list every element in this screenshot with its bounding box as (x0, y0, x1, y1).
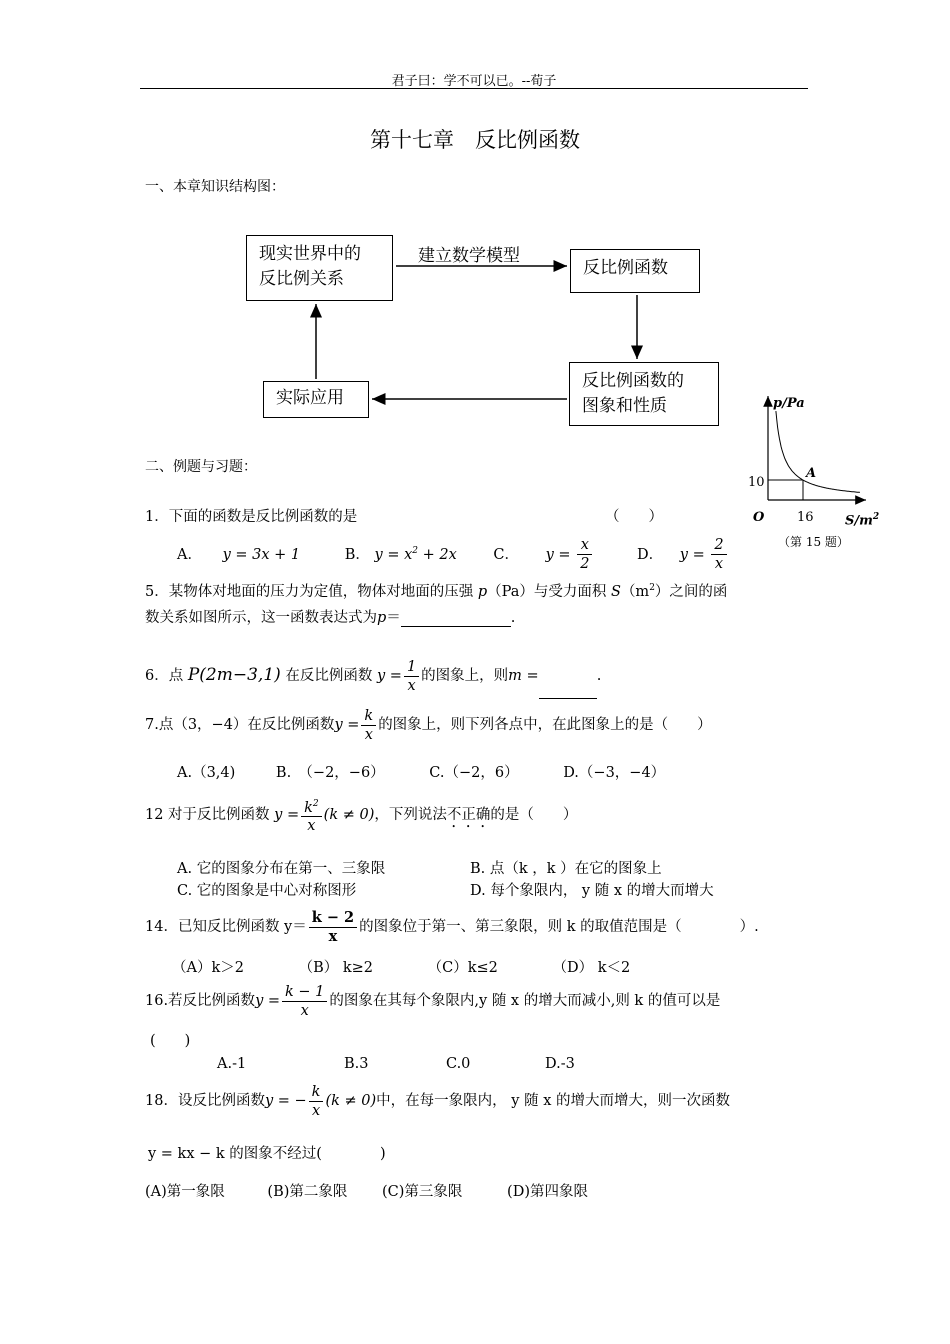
q12-optB: B. 点（k ，k ）在它的图象上 (470, 861, 662, 877)
q1-optC-lhs: y = (545, 546, 571, 563)
q18-line2: y = kx − k 的图象不经过( ) (148, 1146, 386, 1162)
arrow-label-model: 建立数学模型 (418, 246, 520, 266)
graph-point-label: A (806, 466, 817, 481)
q6-answer-blank[interactable] (539, 654, 597, 699)
q16-optB: B.3 (344, 1056, 369, 1072)
q16-optA: A.-1 (217, 1056, 247, 1072)
box1-line2: 反比例关系 (259, 269, 344, 289)
box3-line1: 反比例函数的 (582, 371, 684, 391)
q1-optD-lhs: y = (679, 546, 705, 563)
graph-x-tick: 16 (797, 510, 814, 525)
q16-optD: D.-3 (545, 1056, 575, 1072)
graph-y-tick: 10 (748, 475, 765, 490)
graph-origin: O (753, 510, 765, 525)
q16-paren: ( ) (150, 1033, 191, 1049)
q5-line1: 5．某物体对地面的压力为定值，物体对地面的压强 p（Pa）与受力面积 $S(m^2)$之间的函 (145, 583, 728, 600)
q1-stem: 1．下面的函数是反比例函数的是 (145, 509, 358, 525)
q1-answer-paren: （ ） (605, 509, 663, 525)
q1-optC-fraction: $\frac{x}{2}$ (577, 536, 592, 573)
q6-line: 6．点 P(2m−3,1) 在反比例函数 y = $\frac{1}{x}$ 的图象上，则m = . (145, 653, 601, 697)
q1-optD-fraction: $\frac{2}{x}$ (711, 536, 726, 573)
q1-optB: $y = x^2 + 2x$ (374, 546, 457, 563)
q7-line: 7.点（3，−4）在反比例函数y = $\frac{k}{x}$ 的图象上，则下列各点中，在此图象上的是（ ） (145, 707, 712, 743)
q5-line2: 数关系如图所示，这一函数表达式为p＝ . (145, 610, 516, 626)
page-header-quote: 君子曰：学不可以已。--荀子 (391, 74, 557, 89)
q1-optD-label: D． (637, 546, 664, 563)
section-2-heading: 二、例题与习题： (145, 459, 257, 475)
q5-answer-blank[interactable] (401, 610, 511, 627)
q18-line1: 18．设反比例函数y = − $\frac{k}{x}$ (k ≠ 0)中，在每一象限内， y 随 x 的增大而增大，则一次函数 (145, 1083, 730, 1119)
chapter-title: 第十七章 反比例函数 (370, 128, 580, 152)
box2-label: 反比例函数 (583, 258, 668, 278)
q14-options: （A）k＞2 （B） k≥2 （C）k≤2 （D） k＜2 (172, 960, 631, 976)
q16-optC: C.0 (446, 1056, 471, 1072)
q18-options: (A)第一象限 (B)第二象限 (C)第三象限 (D)第四象限 (145, 1184, 588, 1200)
q1-optA: y = 3x + 1 (222, 546, 301, 563)
box4-label: 实际应用 (276, 388, 344, 408)
q7-options: A.（3,4) B. （−2，−6） C.（−2，6） D.（−3，−4） (177, 765, 666, 781)
q12-emphasis: 不正确 (446, 807, 491, 823)
q12-optD: D. 每个象限内， y 随 x 的增大而增大 (470, 883, 714, 899)
box3-line2: 图象和性质 (582, 396, 667, 416)
q1-optC-label: C． (493, 546, 520, 563)
q12-line: 12 对于反比例函数 y = $\frac{k^2}{x}$ (k ≠ 0)，下列说法不正确的是（ ） (145, 793, 577, 837)
q1-optA-label: A． (177, 546, 202, 563)
graph-y-label: p/Pa (773, 396, 805, 411)
q14-line: 14．已知反比例函数 y＝ $\frac{k - 2}{x}$ 的图象位于第一、第三象限，则 k 的取值范围是（ ）. (145, 908, 759, 945)
q1-options (177, 530, 729, 572)
q12-optA: A. 它的图象分布在第一、三象限 (177, 861, 386, 877)
q1-optB-label: B． (344, 546, 370, 563)
graph-x-label: $S/m^2$ (845, 512, 880, 529)
q16-line: 16.若反比例函数y = $\frac{k - 1}{x}$ 的图象在其每个象限内,y 随 x 的增大而减小,则 k 的值可以是 (145, 983, 721, 1019)
q12-optC: C. 它的图象是中心对称图形 (177, 883, 357, 899)
box1-line1: 现实世界中的 (259, 244, 361, 264)
section-1-heading: 一、本章知识结构图： (145, 179, 285, 195)
graph-caption: （第 15 题） (778, 535, 849, 549)
